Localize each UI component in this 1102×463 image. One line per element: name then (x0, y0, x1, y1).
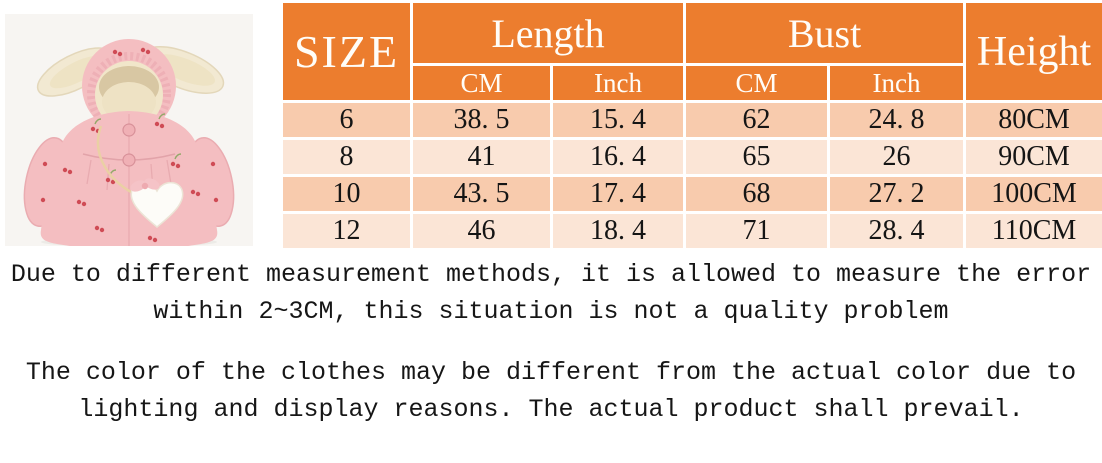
cell-bust-cm: 62 (685, 102, 829, 139)
product-photo (5, 14, 253, 246)
table-header-row (282, 2, 1102, 65)
col-header-length: Length (412, 2, 685, 65)
button (123, 154, 135, 166)
cell-length-inch: 18. 4 (552, 213, 685, 250)
col-header-bust: Bust (685, 2, 965, 65)
col-header-height: Height (965, 2, 1102, 102)
cell-size: 6 (282, 102, 412, 139)
measurement-disclaimer (0, 256, 1102, 330)
product-photo-illustration (5, 14, 253, 246)
cell-length-inch: 16. 4 (552, 139, 685, 176)
cell-bust-inch: 26 (829, 139, 965, 176)
cell-size: 10 (282, 176, 412, 213)
cell-length-inch: 17. 4 (552, 176, 685, 213)
subheader-bust-inch: Inch (829, 65, 965, 102)
cell-bust-cm: 68 (685, 176, 829, 213)
cell-bust-inch: 27. 2 (829, 176, 965, 213)
cell-length-cm: 38. 5 (412, 102, 552, 139)
cell-height: 100CM (965, 176, 1102, 213)
cell-height: 80CM (965, 102, 1102, 139)
table-row-size-10 (282, 176, 1102, 213)
size-table (280, 0, 1102, 251)
cell-length-cm: 46 (412, 213, 552, 250)
col-header-size: SIZE (282, 2, 412, 102)
subheader-length-cm: CM (412, 65, 552, 102)
cell-bust-cm: 71 (685, 213, 829, 250)
cell-size: 12 (282, 213, 412, 250)
subheader-length-inch: Inch (552, 65, 685, 102)
subheader-bust-cm: CM (685, 65, 829, 102)
color-disclaimer (0, 354, 1102, 428)
cell-length-inch: 15. 4 (552, 102, 685, 139)
cell-size: 8 (282, 139, 412, 176)
measurement-disclaimer-line1: Due to different measurement methods, it is allowed to measure the error (10, 260, 1092, 289)
table-row-size-8 (282, 139, 1102, 176)
cell-length-cm: 41 (412, 139, 552, 176)
cell-bust-inch: 24. 8 (829, 102, 965, 139)
cell-bust-inch: 28. 4 (829, 213, 965, 250)
measurement-disclaimer-line2: within 2~3CM, this situation is not a quality problem (153, 297, 949, 326)
cell-height: 90CM (965, 139, 1102, 176)
cell-length-cm: 43. 5 (412, 176, 552, 213)
cell-height: 110CM (965, 213, 1102, 250)
color-disclaimer-line2: lighting and display reasons. The actual product shall prevail. (78, 395, 1024, 424)
color-disclaimer-line1: The color of the clothes may be different from the actual color due to (25, 358, 1077, 387)
button (123, 124, 135, 136)
table-row-size-6 (282, 102, 1102, 139)
table-row-size-12 (282, 213, 1102, 250)
cell-bust-cm: 65 (685, 139, 829, 176)
